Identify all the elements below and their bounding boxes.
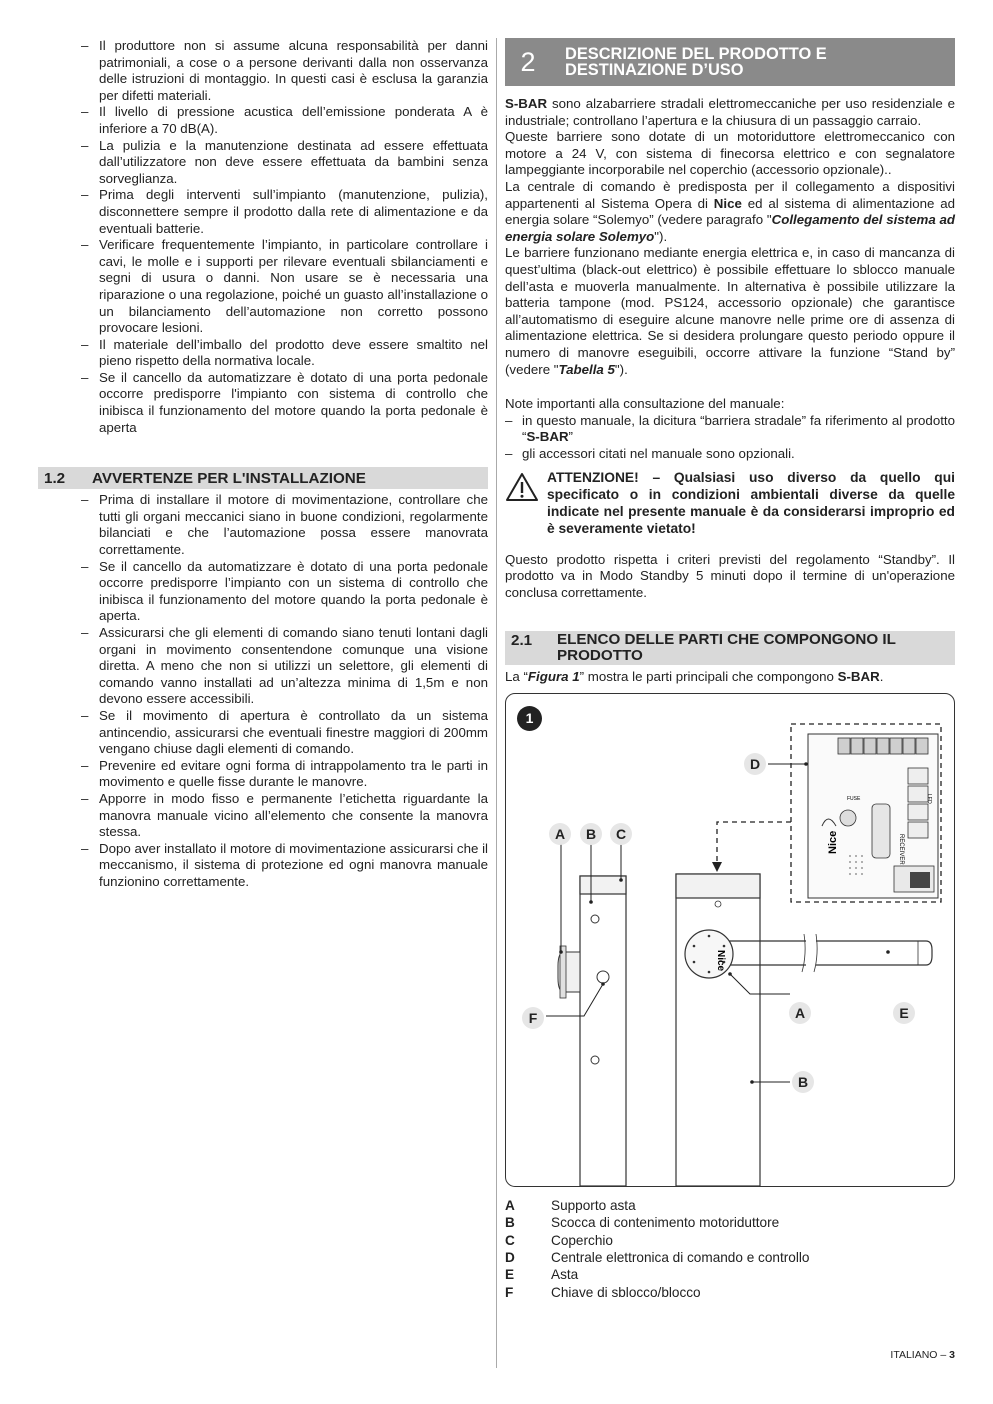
figure-label-c: C (610, 823, 632, 845)
installation-list (38, 492, 488, 890)
notes-intro: Note importanti alla consultazione del manuale: (505, 396, 785, 412)
chapter-heading-2 (505, 38, 955, 86)
product-description (505, 96, 955, 601)
list-item: – Dopo aver installato il motore di movimentazione assicurarsi che il meccanismo, il sistema di protezione ed ogni manovra manuale funzionino correttamente. (81, 840, 488, 889)
warning-text: ATTENZIONE! – Qualsiasi uso diverso da quello qui specificato o in condizioni ambientali diverse da quelle indicate nel presente manuale è da considerarsi improprio ed è severamente vietato! (547, 470, 955, 536)
list-item: – Se il cancello da automatizzare è dotato di una porta pedonale occorre predisporre l’impianto con un sistema di controllo che inibisca il funzionamento del motore quando la porta pedonale è aperta. (81, 558, 488, 624)
svg-text:LED: LED (926, 794, 932, 804)
svg-text:RECEIVER: RECEIVER (898, 834, 904, 865)
list-item: – in questo manuale, la dicitura “barriera stradale” fa riferimento al prodotto “S-BAR” (505, 412, 955, 445)
paragraph: La centrale di comando è predisposta per il collegamento a dispositivi appartenenti al Sistema Opera di Nice ed al sistema di alimentazione ad energia solare “Solemyo” (vedere paragrafo "Collegamento del sistema ad energia solare Solemyo"). (505, 178, 955, 244)
list-item: – Prima di installare il motore di movimentazione, controllare che tutti gli organi meccanici siano in buone condizioni, regolarmente bilanciati e che l’automazione possa essere manovrata correttamente. (81, 492, 488, 558)
svg-text:Nice: Nice (715, 950, 726, 972)
list-item: – Se il movimento di apertura è controllato da un sistema antincendio, assicurarsi che eventuali finestre maggiori di 200mm vengano chiuse dagli elementi di comando. (81, 707, 488, 757)
legend-row: C Coperchio (505, 1232, 613, 1248)
figure-label-e: E (893, 1002, 915, 1024)
figure-1 (505, 693, 955, 1187)
safety-list (38, 38, 488, 436)
figure-label-f: F (522, 1007, 544, 1029)
list-item: – Il materiale dell’imballo del prodotto deve essere smaltito nel pieno rispetto della normativa locale. (81, 336, 488, 369)
warning-icon (505, 470, 547, 537)
list-item: – Il produttore non si assume alcuna responsabilità per danni patrimoniali, a cose o a persone derivanti dalla non osservanza delle istruzioni di montaggio. In questi casi è esclusa la garanzia per difetti materiali. (81, 38, 488, 103)
legend-row: A Supporto asta (505, 1198, 636, 1214)
section-title: AVVERTENZE PER L'INSTALLAZIONE (92, 469, 366, 487)
section-number: 2.1 (511, 632, 533, 650)
figure-label-a2: A (789, 1002, 811, 1024)
column-divider (496, 38, 497, 1368)
figure-label-d: D (744, 753, 766, 775)
notes-list (505, 413, 955, 463)
right-column (505, 38, 955, 1301)
list-item: – La pulizia e la manutenzione destinata ad essere effettuata dall’utilizzatore non deve essere effettuata da bambini senza sorveglianza. (81, 137, 488, 186)
svg-text:Nice: Nice (827, 830, 839, 855)
list-item: – Verificare frequentemente l’impianto, in particolare controllare i cavi, le molle e i supporti per rilevare eventuali sbilanciamenti e segni di usura o danni. Non usare se è necessaria una riparazione o una regolazione, poiché un guasto all’installazione o un bilanciamento dell’automazione non corretto possono provocare lesioni. (81, 237, 488, 336)
paragraph: S-BAR sono alzabarriere stradali elettromeccaniche per uso residenziale e industriale; controllano l’apertura e la chiusura di un passaggio carraio. (505, 96, 955, 128)
legend-row: B Scocca di contenimento motoriduttore (505, 1215, 780, 1231)
left-column (38, 38, 488, 891)
figure-intro: La “Figura 1” mostra le parti principali che compongono S-BAR. (505, 669, 884, 685)
standby-paragraph: Questo prodotto rispetta i criteri previsti del regolamento “Standby”. Il prodotto va in Modo Standby 5 minuti dopo il termine di un'operazione conclusa correttamente. (505, 551, 955, 600)
warning-box (505, 470, 955, 537)
section-heading-1-2 (38, 467, 488, 489)
list-item: – gli accessori citati nel manuale sono opzionali. (505, 445, 795, 461)
figure-label-b: B (580, 823, 602, 845)
svg-text:FUSE: FUSE (847, 796, 861, 803)
list-item: – Se il cancello da automatizzare è dotato di una porta pedonale occorre predisporre l'impianto con sistema di controllo che inibisca il funzionamento del motore quando la porta pedonale è aperta (81, 369, 488, 435)
figure-label-a: A (549, 823, 571, 845)
chapter-number: 2 (520, 46, 536, 77)
chapter-title: DESCRIZIONE DEL PRODOTTO E DESTINAZIONE D’USO (565, 44, 827, 79)
list-item: – Prima degli interventi sull’impianto (manutenzione, pulizia), disconnettere sempre il prodotto dalla rete di alimentazione e da eventuali batterie. (81, 187, 488, 236)
section-number: 1.2 (44, 469, 66, 487)
page-footer: ITALIANO – 3 (890, 1349, 955, 1361)
legend-row: D Centrale elettronica di comando e controllo (505, 1249, 810, 1265)
section-heading-2-1 (505, 631, 955, 665)
legend-row: E Asta (505, 1267, 579, 1283)
figure-legend (505, 1197, 955, 1301)
list-item: – Il livello di pressione acustica dell’emissione ponderata A è inferiore a 70 dB(A). (81, 104, 488, 136)
list-item: – Apporre in modo fisso e permanente l’etichetta riguardante la manovra manuale vicino all’elemento che consente la manovra stessa. (81, 790, 488, 840)
list-item: – Prevenire ed evitare ogni forma di intrappolamento tra le parti in movimento e quelle fisse durante le manovre. (81, 757, 488, 790)
paragraph: Queste barriere sono dotate di un motoriduttore elettromeccanico con motore a 24 V, con sistema di finecorsa elettrico e con segnalatore lampeggiante incorporabile nel coperchio (accessorio opzionale).. (505, 129, 955, 178)
figure-label-b2: B (792, 1071, 814, 1093)
paragraph: Le barriere funzionano mediante energia elettrica e, in caso di mancanza di quest’ultima (black-out elettrico) è possibile effettuare lo sblocco manuale dell’asta e muoverla manualmente. In alternativa è possibile utilizzare la batteria tampone (mod. PS124, accessorio opzionale) che garantisce all’automatismo di eseguire alcune manovre nelle prime ore di assenza di alimentazione elettrica. Se si desidera prolungare questo periodo oppure il numero di manovre eseguibili, occorre attivare la funzione “Stand by” (vedere "Tabella 5"). (505, 245, 955, 377)
legend-row: F Chiave di sblocco/blocco (505, 1284, 701, 1300)
barrier-illustration (506, 694, 956, 1186)
list-item: – Assicurarsi che gli elementi di comando siano tenuti lontani dagli organi in movimento consentendone comunque una visione diretta. A meno che non si utilizzi un selettore, gli elementi di comando vanno installati ad un’altezza minima di 1,5m e non devono essere accessibili. (81, 625, 488, 707)
figure-number: 1 (517, 706, 542, 731)
section-title: ELENCO DELLE PARTI CHE COMPONGONO IL PRODOTTO (557, 631, 896, 665)
